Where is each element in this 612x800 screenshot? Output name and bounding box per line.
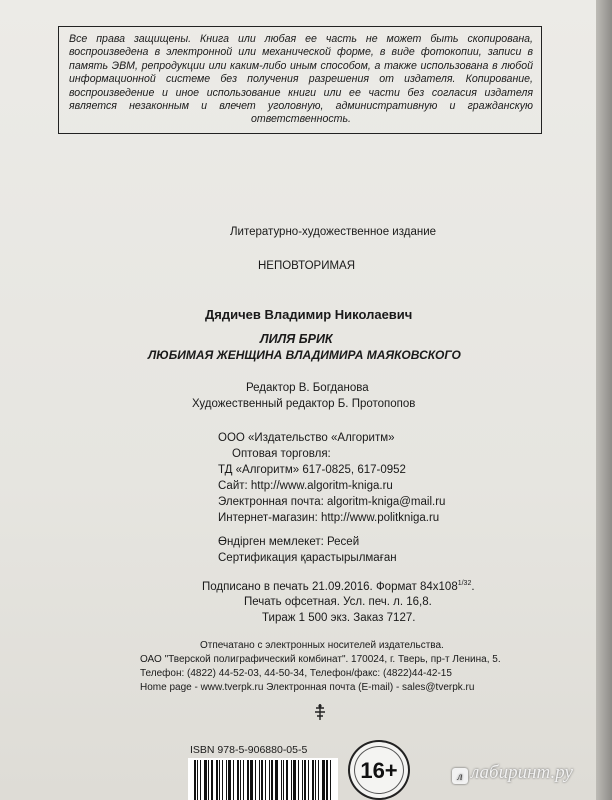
print-signed-text: Подписано в печать 21.09.2016. Формат 84x108 — [202, 580, 458, 593]
printer-line-1: Отпечатано с электронных носителей издательства. — [200, 640, 444, 651]
print-offset: Печать офсетная. Усл. печ. л. 16,8. — [244, 596, 432, 608]
art-editor-credit: Художественный редактор Б. Протопопов — [192, 398, 416, 410]
watermark — [452, 762, 573, 784]
printer-line-4: Home page - www.tverpk.ru Электронная почта (E-mail) - sales@tverpk.ru — [140, 682, 475, 693]
barcode-bar — [200, 760, 201, 800]
publisher-site: Сайт: http://www.algoritm-kniga.ru — [218, 480, 393, 492]
labirint-logo-icon: л — [452, 768, 468, 784]
publisher-email: Электронная почта: algoritm-kniga@mail.ru — [218, 496, 446, 508]
printer-line-3: Телефон: (4822) 44-52-03, 44-50-34, Телефон/факс: (4822)44-42-15 — [140, 668, 452, 679]
author-name: Дядичев Владимир Николаевич — [205, 307, 413, 322]
barcode-bar — [286, 760, 288, 800]
barcode-bar — [240, 760, 241, 800]
barcode-bar — [271, 760, 273, 800]
barcode-bar — [255, 760, 256, 800]
publisher-name: ООО «Издательство «Алгоритм» — [218, 432, 395, 444]
print-run: Тираж 1 500 экз. Заказ 7127. — [262, 612, 416, 624]
watermark-text: лабиринт.ру — [471, 762, 573, 783]
barcode-bar — [322, 760, 325, 800]
barcode-bar — [226, 760, 227, 800]
certification-note: Сертификация қарастырылмаған — [218, 552, 397, 564]
barcode-bar — [275, 760, 278, 800]
barcode-bar — [283, 760, 284, 800]
barcode-icon — [188, 758, 338, 800]
barcode-bar — [228, 760, 231, 800]
barcode-bar — [261, 760, 263, 800]
barcode-bar — [194, 760, 196, 800]
wholesale-phones: ТД «Алгоритм» 617-0825, 617-0952 — [218, 464, 406, 476]
barcode-bar — [308, 760, 309, 800]
barcode-bar — [330, 760, 331, 800]
edition-type: Литературно-художественное издание — [230, 226, 437, 238]
book-subtitle: ЛЮБИМАЯ ЖЕНЩИНА ВЛАДИМИРА МАЯКОВСКОГО — [148, 348, 461, 362]
barcode-bar — [318, 760, 319, 800]
isbn-number: ISBN 978-5-906880-05-5 — [190, 744, 308, 756]
barcode-bar — [243, 760, 244, 800]
barcode-bar — [315, 760, 316, 800]
barcode-bar — [222, 760, 223, 800]
barcode-bar — [298, 760, 299, 800]
print-signed — [202, 580, 475, 593]
format-fraction: 1/32 — [457, 580, 472, 587]
barcode-bar — [233, 760, 234, 800]
page-edge-shadow — [596, 0, 612, 800]
publisher-shop: Интернет-магазин: http://www.politkniga.ru — [218, 512, 440, 524]
age-rating-text: 16+ — [360, 758, 398, 783]
barcode-bar — [208, 760, 209, 800]
barcode-bar — [219, 760, 220, 800]
barcode-bar — [250, 760, 253, 800]
barcode-bar — [304, 760, 306, 800]
barcode-bar — [259, 760, 260, 800]
barcode-bar — [216, 760, 218, 800]
printer-line-2: ОАО "Тверской полиграфический комбинат". 170024, г. Тверь, пр-т Ленина, 5. — [140, 654, 501, 665]
book-title: ЛИЛЯ БРИК — [260, 332, 333, 346]
series-name: НЕПОВТОРИМАЯ — [258, 260, 356, 272]
copyright-notice: Все права защищены. Книга или любая ее часть не может быть скопирована, воспроизведена в электронной или механической форме, в виде фотокопии, записи в память ЭВМ, репродукции или каким-либо иным способом, а также использована в любой информационной системе без получения разрешения от издателя. Копирование, воспроизведение и иное использование книги или ее части без согласия издателя является незаконным и влечет уголовную, административную и гражданскую ответственность. — [58, 26, 542, 134]
barcode-bar — [293, 760, 296, 800]
barcode-bar — [302, 760, 303, 800]
barcode-bar — [247, 760, 249, 800]
print-signed-end: . — [471, 580, 475, 593]
barcode-bar — [269, 760, 270, 800]
barcode-bar — [204, 760, 207, 800]
barcode-bar — [291, 760, 292, 800]
barcode-bar — [281, 760, 282, 800]
barcode-bar — [197, 760, 198, 800]
editor-credit: Редактор В. Богданова — [246, 382, 369, 394]
barcode-bar — [326, 760, 328, 800]
country-of-origin: Өндірген мемлекет: Ресей — [218, 536, 360, 548]
age-rating-badge — [348, 740, 410, 800]
barcode-bar — [211, 760, 213, 800]
wholesale-label: Оптовая торговля: — [232, 448, 331, 460]
barcode-bar — [312, 760, 314, 800]
printer-logo-icon — [313, 703, 327, 724]
barcode-bar — [237, 760, 239, 800]
barcode-bar — [265, 760, 266, 800]
